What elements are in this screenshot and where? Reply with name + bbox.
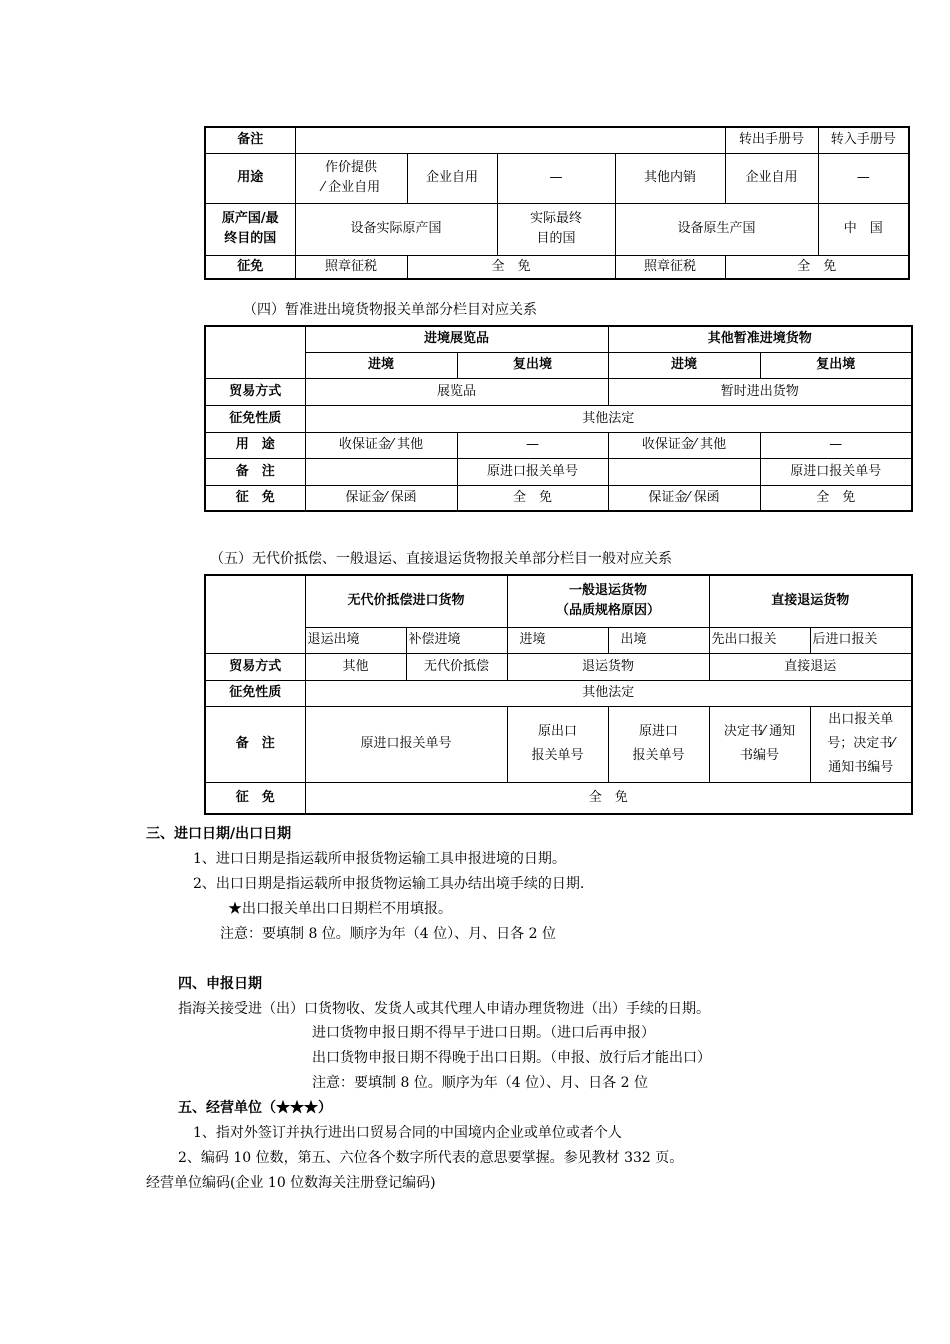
column-header: 进境: [305, 352, 457, 378]
table-cell: 保证金⁄ 保函: [608, 485, 760, 511]
row-label: 备注: [205, 127, 295, 153]
row-label: 用途: [205, 153, 295, 203]
row-label: 贸易方式: [205, 378, 305, 405]
table-cell: —: [760, 432, 912, 458]
table-cell: 设备实际原产国: [295, 203, 497, 255]
table-return-goods: [204, 574, 913, 815]
table-cell: [295, 127, 725, 153]
row-label: 征免: [205, 255, 295, 279]
table-cell: 全 免: [457, 485, 608, 511]
table-temporary-goods: [204, 325, 913, 512]
table-row: [205, 432, 912, 458]
table-cell: 退运货物: [507, 653, 709, 680]
paragraph: ★出口报关单出口日期栏不用填报。: [228, 901, 452, 917]
row-label: 备 注: [205, 706, 305, 782]
column-header: 复出境: [457, 352, 608, 378]
row-label: 用 途: [205, 432, 305, 458]
table-cell: 原进口报关单号: [305, 706, 507, 782]
column-header: 一般退运货物 （品质规格原因）: [507, 575, 709, 627]
table-row: [205, 405, 912, 432]
column-header: 其他暂准进境货物: [608, 326, 912, 352]
table-row: [205, 680, 912, 706]
table-row: [205, 575, 912, 627]
column-header: 无代价抵偿进口货物: [305, 575, 507, 627]
table-cell: 其他法定: [305, 405, 912, 432]
table-cell: [205, 575, 305, 653]
table-cell: —: [497, 153, 615, 203]
section-title: （五）无代价抵偿、一般退运、直接退运货物报关单部分栏目一般对应关系: [210, 551, 672, 567]
table-cell: 收保证金⁄ 其他: [608, 432, 760, 458]
table-cell: 暂时进出货物: [608, 378, 912, 405]
table-cell: 作价提供 ⁄ 企业自用: [295, 153, 407, 203]
table-cell: 中 国: [818, 203, 909, 255]
paragraph: 注意：要填制 8 位。顺序为年（4 位）、月、日各 2 位: [220, 926, 556, 942]
paragraph: 出口货物申报日期不得晚于出口日期。（申报、放行后才能出口）: [312, 1050, 711, 1066]
row-label: 原产国/最 终目的国: [205, 203, 295, 255]
table-row: [205, 378, 912, 405]
column-header: 进境展览品: [305, 326, 608, 352]
table-cell: 出口报关单 号；决定书⁄ 通知书编号: [810, 706, 912, 782]
column-header: 复出境: [760, 352, 912, 378]
table-cell: 全 免: [305, 782, 912, 814]
table-cell: [608, 458, 760, 485]
table-cell: 全 免: [760, 485, 912, 511]
table-cell: 照章征税: [615, 255, 725, 279]
paragraph: 经营单位编码(企业 10 位数海关注册登记编码): [146, 1175, 436, 1191]
table-usage-origin: [204, 126, 910, 280]
row-label: 贸易方式: [205, 653, 305, 680]
table-cell: 全 免: [725, 255, 909, 279]
row-label: 征免性质: [205, 680, 305, 706]
column-header: 直接退运货物: [709, 575, 912, 627]
table-row: [205, 203, 909, 255]
table-cell: 企业自用: [725, 153, 818, 203]
section-title: （四）暂准进出境货物报关单部分栏目对应关系: [243, 302, 537, 318]
table-cell: 照章征税: [295, 255, 407, 279]
table-cell: 转入手册号: [818, 127, 909, 153]
table-cell: 企业自用: [407, 153, 497, 203]
table-cell: 原进口报关单号: [457, 458, 608, 485]
column-header: 退运出境: [305, 627, 406, 653]
row-label: 征 免: [205, 782, 305, 814]
table-cell: —: [457, 432, 608, 458]
section-heading: 三、进口日期/出口日期: [146, 826, 292, 842]
table-cell: 实际最终 目的国: [497, 203, 615, 255]
paragraph: 注意：要填制 8 位。顺序为年（4 位）、月、日各 2 位: [312, 1075, 648, 1091]
table-cell: 原进口报关单号: [760, 458, 912, 485]
table-row: [205, 326, 912, 352]
row-label: 备 注: [205, 458, 305, 485]
table-row: [205, 782, 912, 814]
table-row: [205, 352, 912, 378]
table-row: [205, 153, 909, 203]
table-cell: 展览品: [305, 378, 608, 405]
table-cell: 无代价抵偿: [406, 653, 507, 680]
table-row: [205, 706, 912, 782]
column-header: 进境: [507, 627, 608, 653]
table-cell: 收保证金⁄ 其他: [305, 432, 457, 458]
table-cell: [205, 326, 305, 378]
table-row: [205, 485, 912, 511]
table-row: [205, 255, 909, 279]
column-header: 补偿进境: [406, 627, 507, 653]
table-cell: 其他内销: [615, 153, 725, 203]
table-cell: 保证金⁄ 保函: [305, 485, 457, 511]
paragraph: 2、出口日期是指运载所申报货物运输工具办结出境手续的日期.: [193, 876, 585, 892]
paragraph: 指海关接受进（出）口货物收、发货人或其代理人申请办理货物进（出）手续的日期。: [178, 1001, 710, 1017]
table-cell: 原出口 报关单号: [507, 706, 608, 782]
paragraph: 进口货物申报日期不得早于进口日期。（进口后再申报）: [312, 1025, 655, 1041]
row-label: 征 免: [205, 485, 305, 511]
section-heading: 五、经营单位（★★★）: [178, 1100, 332, 1116]
table-cell: 设备原生产国: [615, 203, 818, 255]
table-cell: 直接退运: [709, 653, 912, 680]
paragraph: 2、编码 10 位数，第五、六位各个数字所代表的意思要掌握。参见教材 332 页。: [178, 1150, 684, 1166]
column-header: 出境: [608, 627, 709, 653]
table-cell: 原进口 报关单号: [608, 706, 709, 782]
paragraph: 1、进口日期是指运载所申报货物运输工具申报进境的日期。: [193, 851, 566, 867]
table-row: [205, 458, 912, 485]
table-row: [205, 627, 912, 653]
paragraph: 1、指对外签订并执行进出口贸易合同的中国境内企业或单位或者个人: [193, 1125, 622, 1141]
table-cell: 转出手册号: [725, 127, 818, 153]
table-cell: 决定书⁄ 通知 书编号: [709, 706, 810, 782]
table-cell: 其他法定: [305, 680, 912, 706]
table-row: [205, 127, 909, 153]
table-cell: 其他: [305, 653, 406, 680]
column-header: 先出口报关: [709, 627, 810, 653]
row-label: 征免性质: [205, 405, 305, 432]
table-row: [205, 653, 912, 680]
table-cell: [305, 458, 457, 485]
section-heading: 四、申报日期: [178, 976, 262, 992]
column-header: 后进口报关: [810, 627, 912, 653]
table-cell: 全 免: [407, 255, 615, 279]
table-cell: —: [818, 153, 909, 203]
column-header: 进境: [608, 352, 760, 378]
